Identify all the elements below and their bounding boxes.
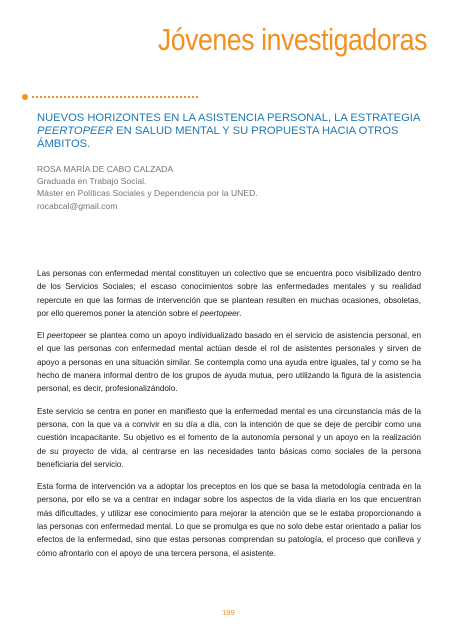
body-paragraph-2 bbox=[37, 329, 421, 395]
article-title bbox=[37, 112, 427, 151]
author-name: ROSA MARÍA DE CABO CALZADA bbox=[37, 164, 174, 174]
body-paragraph-3: Este servicio se centra en poner en manifiesto que la enfermedad mental es una circunstancia más de la persona, con la que va a convivir en su día a día, con la intención de que se deje de percibir como una cuestión incapacitante. Su objetivo es el fomento de la autonomía personal y un apoyo en la realización de su proyecto de vida, al centrarse en las necesidades tanto básicas como sociales de la persona beneficiaria del servicio. bbox=[37, 406, 421, 469]
article-title-italic: PEERTOPEER bbox=[37, 125, 114, 137]
author-credential-degree: Graduada en Trabajo Social. bbox=[37, 176, 147, 187]
body-paragraph-4: Esta forma de intervención va a adoptar los preceptos en los que se basa la metodología centrada en la persona, por ello se va a centrar en indagar sobre los aspectos de la vida diaria en los que encuentran más dificultades, y utilizar ese conocimiento para mejorar la atención que se le estaba proporcionando a las personas con enfermedad mental. Lo que se promulga es que no solo debe estar orientado a paliar los efectos de la enfermedad, sino que estas personas comprendan su patología, el proceso que conlleva y cómo afrontarlo con el apoyo de una tercera persona, el asistente. bbox=[37, 482, 421, 558]
article-title-part-1: NUEVOS HORIZONTES EN LA ASISTENCIA PERSONAL, LA ESTRATEGIA bbox=[37, 112, 420, 124]
dotted-line bbox=[32, 96, 198, 98]
page-number: 199 bbox=[222, 608, 235, 617]
author-credential-master: Máster en Políticas Sociales y Dependencia por la UNED. bbox=[37, 188, 258, 199]
p2-lead: El bbox=[37, 331, 47, 341]
body-paragraph-1 bbox=[37, 267, 421, 320]
p2-text: se plantea como un apoyo individualizado basado en el servicio de asistencia personal, en el que las personas con enfermedad mental actúan desde el rol de asistentes personales y sirven de apoyo a personas en una situación similar. Se contempla como una ayuda entre iguales, tal y como se ha hecho de manera informal dentro de los grupos de ayuda mutua, pero utilizando la figura de la asistencia personal, es decir, profesionalizándolo. bbox=[37, 331, 421, 394]
dotted-divider bbox=[22, 94, 198, 100]
article-title-part-2: EN SALUD MENTAL Y SU PROPUESTA HACIA OTROS ÁMBITOS. bbox=[37, 125, 399, 150]
p1-text: Las personas con enfermedad mental constituyen un colectivo que se encuentra poco visibilizado dentro de los Servicios Sociales; el escaso conocimientos sobre las enfermedades mentales y su realidad repercute en que las formas de intervención que se plantean resulten en muchas ocasiones, obsoletas, por ello queremos poner la atención sobre el bbox=[37, 269, 421, 318]
section-title: Jóvenes investigadoras bbox=[157, 22, 427, 57]
author-block bbox=[37, 163, 417, 212]
p2-italic-term: peertopeer bbox=[46, 331, 87, 341]
p1-italic-term: peertopeer bbox=[200, 308, 240, 318]
article-body bbox=[37, 267, 421, 569]
author-email[interactable]: rocabcal@gmail.com bbox=[37, 200, 118, 211]
bullet-dot bbox=[22, 94, 28, 100]
p1-end: . bbox=[239, 308, 242, 318]
